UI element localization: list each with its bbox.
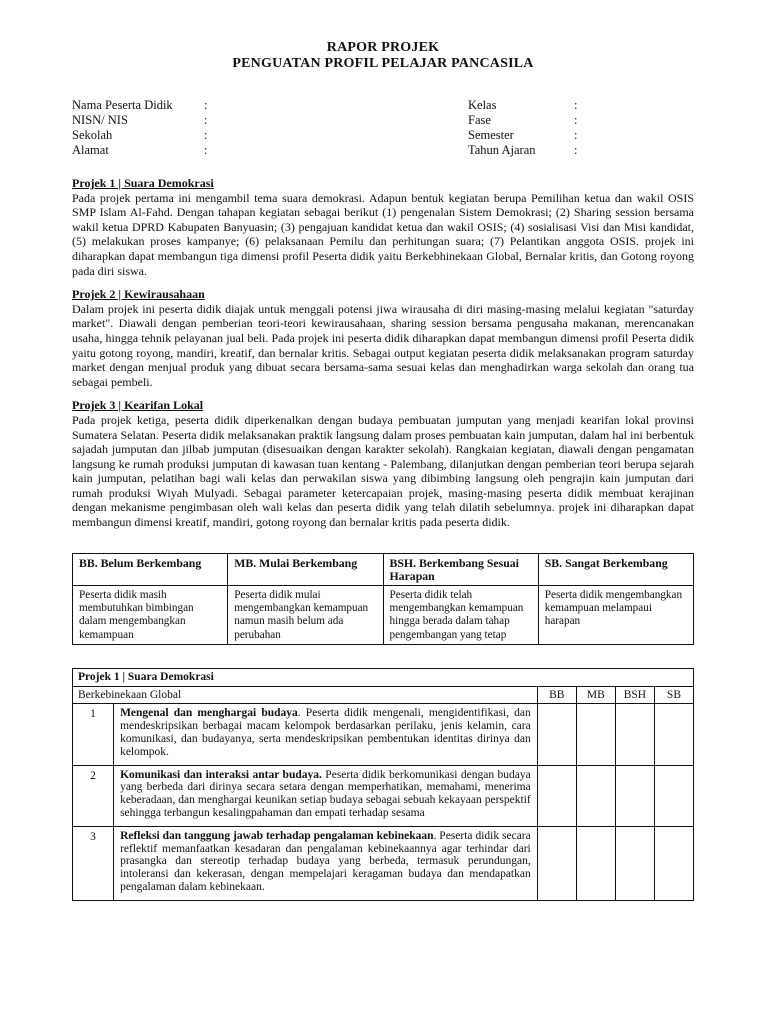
- cell-bb[interactable]: [537, 765, 576, 826]
- legend-description-row: [73, 586, 694, 645]
- legend-bsh-desc: Peserta didik telah mengembangkan kemampuan hingga berada dalam tahap pengembangan yang tetap: [383, 586, 538, 645]
- cell-mb[interactable]: [576, 765, 615, 826]
- field-label: Sekolah: [72, 128, 113, 142]
- field-colon: :: [574, 128, 578, 142]
- legend-bsh-head: BSH. Berkembang Sesuai Harapan: [383, 553, 538, 585]
- cell-sb[interactable]: [654, 765, 693, 826]
- cell-bsh[interactable]: [615, 704, 654, 765]
- table-row: [73, 765, 694, 826]
- criterion-text: [114, 704, 538, 765]
- legend-bb-head: BB. Belum Berkembang: [73, 553, 228, 585]
- assessment-legend-table: [72, 553, 694, 645]
- table-row: [73, 704, 694, 765]
- cell-sb[interactable]: [654, 826, 693, 900]
- field-label: Alamat: [72, 143, 109, 157]
- project-1-description: Pada projek pertama ini mengambil tema suara demokrasi. Adapun bentuk kegiatan berupa Pemilihan ketua dan wakil OSIS SMP Islam Al-Fahd. Dengan tahapan kegiatan sebagai berikut (1) pengenalan Sistem Demokrasi; (2) Sharing session bersama wakil ketua DPRD Kabupaten Banyuasin; (3) pengajuan kandidat ketua dan wakil OSIS; (4) sosialisasi Visi dan Misi kandidat, (5) melakukan proses kampanye; (6) pelaksanaan Pemilu dan perhitungan suara; (7) Pelantikan anggota OSIS. projek ini diharapkan dapat membangun tiga dimensi profil Peserta didik yaitu Berkebhinekaan Global, Bernalar kritis, dan Gotong royong pada diri siswa.: [72, 190, 694, 278]
- identity-row: [72, 143, 694, 158]
- assessment-dimension: Berkebinekaan Global: [73, 686, 538, 704]
- report-title: [72, 40, 694, 72]
- project-assessment-table: [72, 668, 694, 901]
- legend-mb-head: MB. Mulai Berkembang: [228, 553, 383, 585]
- cell-bb[interactable]: [537, 826, 576, 900]
- cell-bsh[interactable]: [615, 826, 654, 900]
- legend-bb-desc: Peserta didik masih membutuhkan bimbingan dalam mengembangkan kemampuan: [73, 586, 228, 645]
- legend-header-row: [73, 553, 694, 585]
- project-2-section: [72, 287, 694, 389]
- criterion-title: Mengenal dan menghargai budaya: [120, 707, 298, 720]
- criterion-title: Refleksi dan tanggung jawab terhadap pengalaman kebinekaan: [120, 829, 434, 842]
- field-label: Fase: [468, 113, 491, 127]
- column-bb: BB: [537, 686, 576, 704]
- criterion-description: . Peserta didik secara reflektif memanfaatkan kesadaran dan pengalaman kebinekaannya agar terhindar dari prasangka dan stereotip terhadap budaya yang berbeda, termasuk perundungan, intoleransi dan kekerasan, dengan mempelajari keragaman budaya dan mendapatkan pengalaman dalam kebinekaan.: [120, 829, 531, 894]
- cell-mb[interactable]: [576, 704, 615, 765]
- field-colon: :: [204, 143, 208, 157]
- field-colon: :: [204, 128, 208, 142]
- identity-row: [72, 128, 694, 143]
- legend-mb-desc: Peserta didik mulai mengembangkan kemampuan namun masih belum ada perubahan: [228, 586, 383, 645]
- title-line-1: RAPOR PROJEK: [326, 40, 440, 55]
- field-label: Nama Peserta Didik: [72, 98, 173, 112]
- column-bsh: BSH: [615, 686, 654, 704]
- field-colon: :: [204, 113, 208, 127]
- criterion-title: Komunikasi dan interaksi antar budaya.: [120, 768, 322, 781]
- criterion-number: 1: [73, 704, 114, 765]
- criterion-text: [114, 765, 538, 826]
- project-3-description: Pada projek ketiga, peserta didik diperkenalkan dengan budaya pembuatan jumputan yang menjadi kearifan lokal provinsi Sumatera Selatan. Peserta didik melaksanakan praktik langsung dalam proses pembuatan kain jumputan, dalam hal ini berbentuk sajadah jumputan dan jilbab jumputan (disesuaikan dengan karakter sekolah). Rangkaian kegiatan, diawali dengan pengamatan langsung ke rumah produksi jumputan di kawasan tuan kentang - Palembang, dilanjutkan dengan pemberian teori berupa sejarah kain jumputan, pelatihan bagi wali kelas dan perwakilan siswa yang dibimbing langsung oleh pengrajin kain jumputan dari rumah produksi Wiyah Mulyadi. Sebagai parameter ketercapaian projek, masing-masing peserta didik membuat kerajinan dengan mekanisme pengimbasan oleh wali kelas dan peserta didik yang telah dilatih sebelumnya. projek ini diharapkan dapat membangun dimensi kreatif, mandiri, gotong royong dan bernalar kritis pada peserta didik.: [72, 412, 694, 530]
- legend-sb-head: SB. Sangat Berkembang: [538, 553, 693, 585]
- project-2-description: Dalam projek ini peserta didik diajak untuk menggali potensi jiwa wirausaha di diri masing-masing melalui kegiatan "saturday market". Diawali dengan pemberian teori-teori kewirausahaan, sharing session bersama pengusaha makanan, merencanakan usaha, hingga tehnik pelayanan jual beli. Pada projek ini peserta didik diharapkan dapat membangun dimensi profil Peserta didik yaitu gotong royong, mandiri, kreatif, dan bernalar kritis. Sebagai output kegiatan peserta didik melaksanakan program saturday market dengan menjual produk yang dibuat secara bersama-sama sesuai kelas dan menghadirkan warga sekolah dan orang tua sebagai pembeli.: [72, 301, 694, 389]
- field-label: Kelas: [468, 98, 497, 112]
- legend-sb-desc: Peserta didik mengembangkan kemampuan melampaui harapan: [538, 586, 693, 645]
- assessment-project-title: Projek 1 | Suara Demokrasi: [73, 668, 694, 686]
- cell-sb[interactable]: [654, 704, 693, 765]
- identity-row: [72, 113, 694, 128]
- assessment-dimension-row: [73, 686, 694, 704]
- column-mb: MB: [576, 686, 615, 704]
- criterion-description: Peserta didik berkomunikasi dengan budaya yang berbeda dari dirinya secara setara dengan memperhatikan, memahami, menerima keberadaan, dan menghargai keunikan setiap budaya sebagai sebuah kekayaan perspektif sehingga terbangun kesalingpahaman dan empati terhadap sesama: [120, 768, 531, 820]
- criterion-number: 2: [73, 765, 114, 826]
- report-page: [72, 40, 694, 901]
- field-colon: :: [574, 143, 578, 157]
- criterion-number: 3: [73, 826, 114, 900]
- project-2-title: Projek 2 | Kewirausahaan: [72, 287, 205, 302]
- field-label: Semester: [468, 128, 514, 142]
- field-label: NISN/ NIS: [72, 113, 128, 127]
- criterion-description: . Peserta didik mengenali, mengidentifikasi, dan mendeskripsikan berbagai macam kelompok berdasarkan perilaku, jenis kelamin, cara komunikasi, dan budayanya, serta mendeskripsikan pembentukan identitas dirinya dan kelompok.: [120, 707, 531, 758]
- column-sb: SB: [654, 686, 693, 704]
- project-1-section: [72, 176, 694, 278]
- project-1-title: Projek 1 | Suara Demokrasi: [72, 176, 214, 190]
- field-colon: :: [574, 113, 578, 127]
- field-label: Tahun Ajaran: [468, 143, 536, 157]
- project-3-section: [72, 398, 694, 529]
- field-colon: :: [574, 98, 578, 112]
- field-colon: :: [204, 98, 208, 112]
- title-line-2: PENGUATAN PROFIL PELAJAR PANCASILA: [232, 56, 534, 71]
- cell-mb[interactable]: [576, 826, 615, 900]
- table-row: [73, 826, 694, 900]
- criterion-text: [114, 826, 538, 900]
- cell-bsh[interactable]: [615, 765, 654, 826]
- project-3-title: Projek 3 | Kearifan Lokal: [72, 398, 204, 413]
- identity-row: [72, 98, 694, 113]
- assessment-title-row: [73, 668, 694, 686]
- student-identity: [72, 98, 694, 158]
- cell-bb[interactable]: [537, 704, 576, 765]
